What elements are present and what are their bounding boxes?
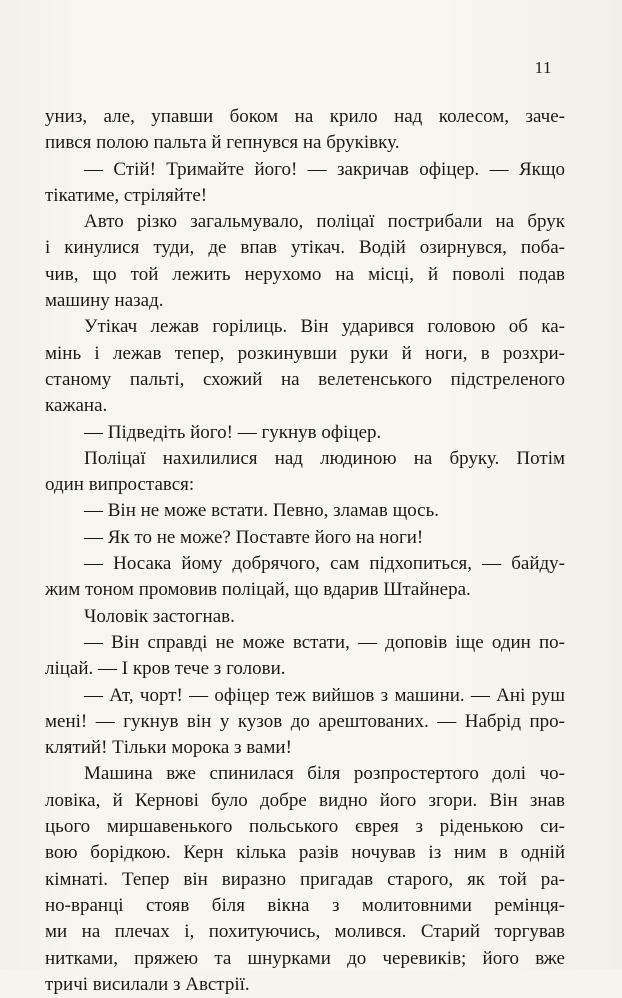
text-line: Поліцаї нахилилися над людиною на бруку. Потім xyxy=(84,447,565,469)
text-line: один випростався: xyxy=(45,474,195,496)
text-line: кажана. xyxy=(45,395,108,417)
text-line: тікатиме, стріляйте! xyxy=(45,184,208,206)
text-line: — Підведіть його! — гукнув офіцер. xyxy=(84,421,382,443)
text-line: Машина вже спинилася біля розпростертого долі чо- xyxy=(84,763,565,785)
text-line: Авто різко загальмувало, поліцаї пострибали на брук xyxy=(84,211,565,233)
text-line: цього миршавенького польського єврея з ріденькою си- xyxy=(45,816,565,838)
text-line: кімнаті. Тепер він виразно пригадав старого, як той ра- xyxy=(45,868,565,890)
text-line: — Як то не може? Поставте його на ноги! xyxy=(84,526,424,548)
text-line: мені! — гукнув він у кузов до арештованих. — Набрід про- xyxy=(45,710,565,732)
text-line: — Носака йому добрячого, сам підхопиться, — байду- xyxy=(84,553,565,575)
text-line: — Він не може встати. Певно, зламав щось. xyxy=(84,500,440,522)
text-line: униз, але, упавши боком на крило над колесом, заче- xyxy=(45,106,565,127)
text-line: но-вранці стояв біля вікна з молитовними ремінця- xyxy=(45,894,565,916)
text-line: і кинулися туди, де впав утікач. Водій озирнувся, поба- xyxy=(45,237,565,259)
text-line: машину назад. xyxy=(45,290,164,312)
text-line: — Стій! Тримайте його! — закричав офіцер. — Якщо xyxy=(84,158,565,180)
page-number: 11 xyxy=(534,58,552,77)
text-line: ліцай. — І кров тече з голови. xyxy=(45,658,286,680)
text-line: мінь і лежав тепер, розкинувши руки й ноги, в розхри- xyxy=(45,342,565,364)
text-line: чив, що той лежить нерухомо на місці, й поволі подав xyxy=(45,263,565,285)
text-line: — Він справді не може встати, — доповів іще один по- xyxy=(84,631,565,653)
text-line: пився полою пальта й гепнувся на бруківку. xyxy=(45,132,400,154)
text-line: клятий! Тільки морока з вами! xyxy=(45,737,292,759)
body-text xyxy=(45,104,565,998)
text-line: Чоловік застогнав. xyxy=(84,605,235,627)
text-line: жим тоном промовив поліцай, що вдарив Штайнера. xyxy=(45,579,471,601)
text-line: станому пальті, схожий на велетенського підстреленого xyxy=(45,368,565,390)
text-line: нитками, пряжею та шнурками до черевиків; його вже xyxy=(45,947,565,969)
text-line: Утікач лежав горілиць. Він ударився головою об ка- xyxy=(84,316,565,338)
text-line: тричі висилали з Австрії. xyxy=(45,973,250,995)
text-line: ловіка, й Кернові було добре видно його згори. Він знав xyxy=(45,789,565,811)
text-line: ми на плечах і, похитуючись, молився. Старий торгував xyxy=(45,921,565,943)
text-line: вою борідкою. Керн кілька разів ночував із ним в одній xyxy=(45,842,565,864)
text-line: — Ат, чорт! — офіцер теж вийшов з машини. — Ані руш xyxy=(84,684,565,706)
